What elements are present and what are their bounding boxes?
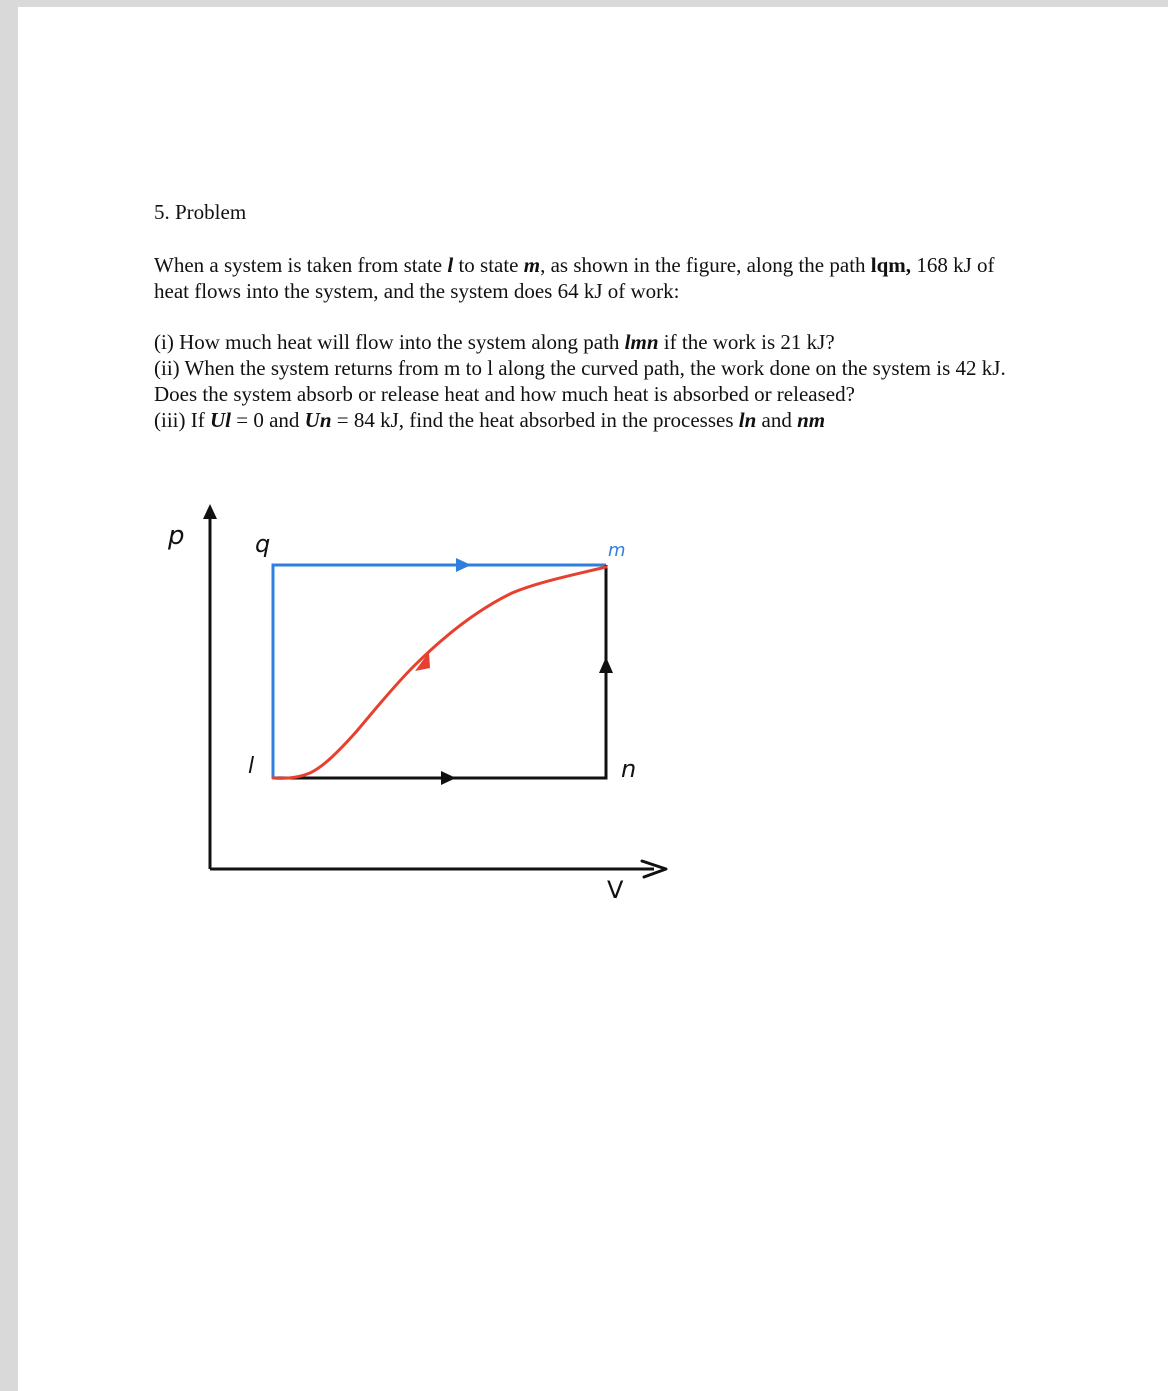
path-lmn: lmn xyxy=(624,330,659,354)
p-axis-arrow xyxy=(203,504,217,519)
label-n: n xyxy=(621,755,637,783)
path-nm-arrow xyxy=(599,657,613,673)
label-m: m xyxy=(608,540,626,561)
question-2: (ii) When the system returns from m to l along the curved path, the work done on the system is 42 kJ. Does the system absorb or release heat and how much heat is absorbed or released? xyxy=(154,356,1006,406)
state-l: l xyxy=(447,253,454,277)
question-text: (i) How much heat will flow into the system along path xyxy=(154,330,625,354)
label-v: V xyxy=(607,876,624,904)
intro-text: to state xyxy=(453,253,524,277)
pv-diagram xyxy=(18,7,1168,1391)
state-m: m xyxy=(523,253,541,277)
curve-ml xyxy=(273,567,606,778)
energy-un: Un xyxy=(304,408,332,432)
energy-ul: Ul xyxy=(209,408,231,432)
question-text: and xyxy=(756,408,798,432)
process-ln: ln xyxy=(738,408,757,432)
path-lqm-line xyxy=(273,565,606,778)
path-ln-arrow xyxy=(441,771,456,785)
document-page xyxy=(18,7,1168,1391)
label-l: l xyxy=(248,754,255,779)
process-nm: nm xyxy=(797,408,826,432)
path-lqm: lqm, xyxy=(870,253,912,277)
path-lnm-line xyxy=(273,565,606,778)
question-text: = 84 kJ, find the heat absorbed in the processes xyxy=(331,408,739,432)
problem-heading: 5. Problem xyxy=(154,200,247,224)
question-text: = 0 and xyxy=(230,408,305,432)
label-p: p xyxy=(168,521,185,551)
intro-text: When a system is taken from state xyxy=(154,253,448,277)
question-text: (iii) If xyxy=(154,408,210,432)
label-q: q xyxy=(255,530,271,558)
intro-text: 168 kJ of heat flows into the system, and the system does 64 kJ of work: xyxy=(154,253,995,303)
path-lqm-arrow xyxy=(456,558,471,572)
question-text: if the work is 21 kJ? xyxy=(658,330,835,354)
intro-text: , as shown in the figure, along the path xyxy=(540,253,871,277)
